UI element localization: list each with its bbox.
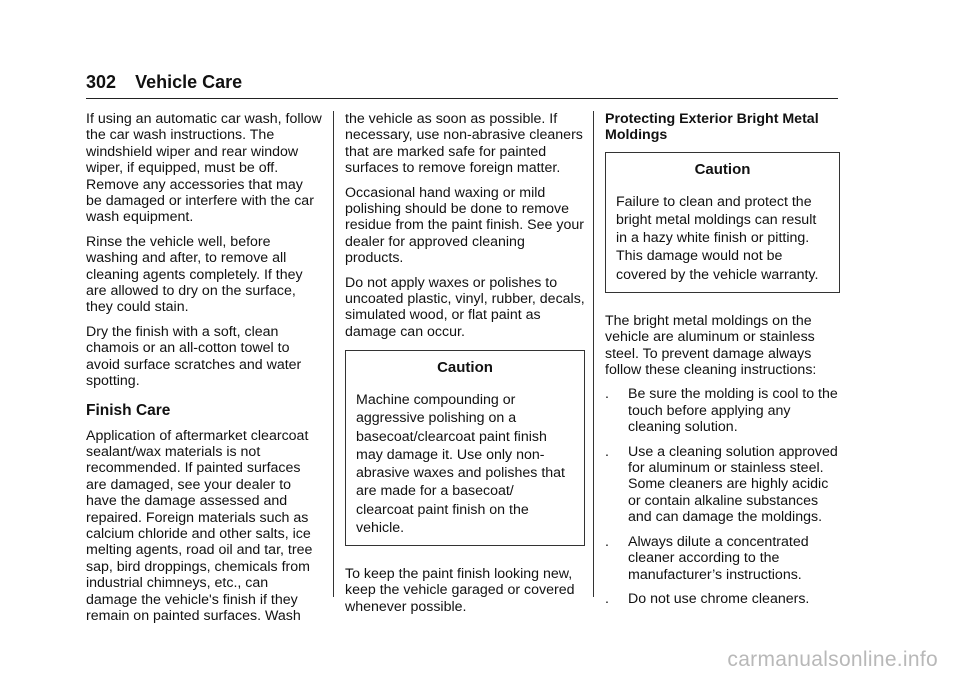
caution-title: Caution [694,160,751,178]
paragraph-moldings: The bright metal moldings on the vehicle are aluminum or stainless steel. To prevent damage always follow these cleaning instructions: [605,312,817,379]
column-right [605,111,840,615]
column-middle [345,111,585,623]
watermark: carmanualsonline.info [727,648,938,671]
list-item: . Be sure the molding is cool to the touch before applying any cleaning solution. [605,386,838,436]
bullet-marker: . [605,386,609,403]
bullet-marker: . [605,443,609,460]
list-item: . Do not use chrome cleaners. [605,590,810,607]
column-divider-right [593,111,594,597]
caution-text: Failure to clean and protect the bright metal moldings can result in a hazy white finish or pitting. This damage would not be covered by the vehicle warranty. [616,193,819,283]
page-header [86,72,838,99]
caution-box-polishing [345,350,585,546]
paragraph-no-waxes: Do not apply waxes or polishes to uncoated plastic, vinyl, rubber, decals, simulated wood, or flat paint as damage can occur. [345,274,585,340]
paragraph-hand-waxing: Occasional hand waxing or mild polishing should be done to remove residue from the paint finish. See your dealer for approved cleaning products. [345,184,584,267]
paragraph-rinse: Rinse the vehicle well, before washing and after, to remove all cleaning agents completely. If they are allowed to dry on the surface, they could stain. [86,233,303,316]
caution-box-moldings [605,152,840,293]
paragraph-garage: To keep the paint finish looking new, keep the vehicle garaged or covered whenever possible. [345,565,575,615]
bullet-marker: . [605,533,609,550]
column-left [86,111,322,632]
subheading-bright-metal: Protecting Exterior Bright Metal Moldings [605,111,819,144]
page-title: Vehicle Care [135,72,243,92]
section-title-finish-care: Finish Care [86,401,171,419]
paragraph-car-wash: If using an automatic car wash, follow the car wash instructions. The windshield wiper and rear window wiper, if equipped, must be off. Remove any accessories that may be damaged or interfere with the car wash equipment. [86,111,322,226]
bullet-marker: . [605,590,609,607]
list-item: . Use a cleaning solution approved for aluminum or stainless steel. Some cleaners are highly acidic or contain alkaline substances and can damage the moldings. [605,443,838,526]
page-number: 302 [86,72,117,92]
paragraph-wash-soon: the vehicle as soon as possible. If necessary, use non-abrasive cleaners that are marked safe for painted surfaces to remove foreign matter. [345,111,583,177]
cleaning-instructions-list [605,386,840,607]
paragraph-dry: Dry the finish with a soft, clean chamois or an all-cotton towel to avoid surface scratches and water spotting. [86,323,302,390]
paragraph-finish-care: Application of aftermarket clearcoat sealant/wax materials is not recommended. If painted surfaces are damaged, see your dealer to have the damage assessed and repaired. Foreign materials such as calcium chloride and other salts, ice melting agents, road oil and tar, tree sap, bird droppings, chemicals from industrial chimneys, etc., can damage the vehicle's finish if they remain on painted surfaces. Wash [86,427,313,624]
column-divider-left [333,111,334,597]
caution-text: Machine compounding or aggressive polishing on a basecoat/clearcoat paint finish may damage it. Use only non-abrasive waxes and polishes that are made for a basecoat/ clearcoat paint finish on the vehicle. [356,392,565,536]
caution-title: Caution [437,359,493,377]
list-item: . Always dilute a concentrated cleaner according to the manufacturer’s instructions. [605,533,809,583]
